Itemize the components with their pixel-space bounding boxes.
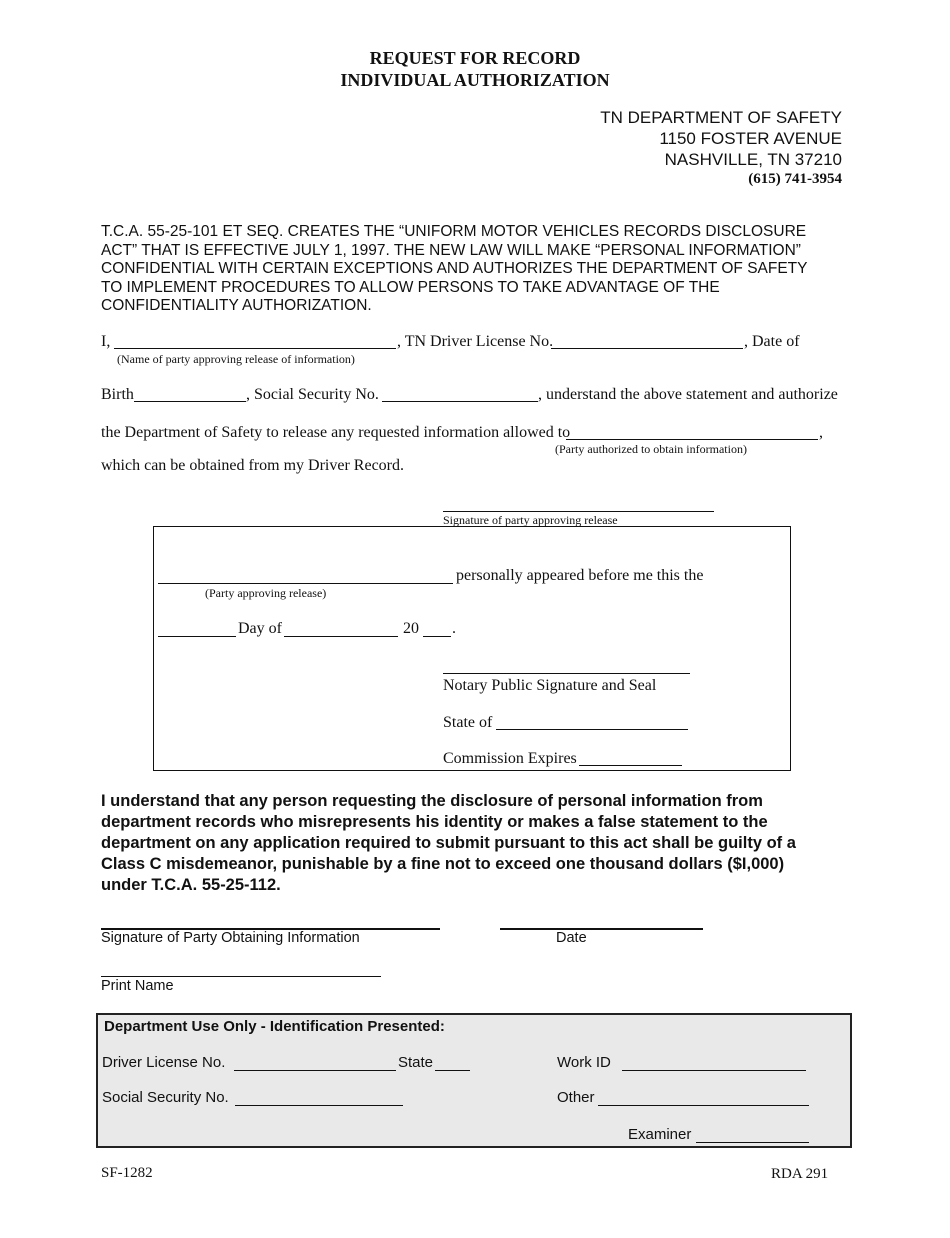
page-subtitle: INDIVIDUAL AUTHORIZATION xyxy=(340,70,610,90)
state-of-field[interactable] xyxy=(496,729,688,730)
warning-line: Class C misdemeanor, punishable by a fine not to exceed one thousand dollars ($I,000) xyxy=(101,855,785,873)
work-id-label: Work ID xyxy=(557,1054,611,1071)
phone-number: (615) 741-3954 xyxy=(748,171,842,187)
intro-line: TO IMPLEMENT PROCEDURES TO ALLOW PERSONS TO TAKE ADVANTAGE OF THE xyxy=(101,278,720,296)
date-label: Date xyxy=(556,930,587,946)
address-line2: 1150 FOSTER AVENUE xyxy=(659,129,842,148)
obtained-text: which can be obtained from my Driver Record. xyxy=(101,457,405,474)
notary-signature-field[interactable] xyxy=(443,673,690,674)
intro-line: T.C.A. 55-25-101 ET SEQ. CREATES THE “UNIFORM MOTOR VEHICLES RECORDS DISCLOSURE xyxy=(101,223,807,240)
address-line3: NASHVILLE, TN 37210 xyxy=(664,150,842,169)
intro-line: ACT” THAT IS EFFECTIVE JULY 1, 1997. THE NEW LAW WILL MAKE “PERSONAL INFORMATION” xyxy=(101,241,801,259)
warning-line: under T.C.A. 55-25-112. xyxy=(101,876,281,894)
driver-license-field[interactable] xyxy=(551,348,743,349)
dept-ssn-field[interactable] xyxy=(235,1105,403,1106)
state-of-label: State of xyxy=(443,714,493,731)
appeared-text: personally appeared before me this the xyxy=(456,567,704,584)
dept-dl-field[interactable] xyxy=(234,1070,396,1071)
understand-text: , understand the above statement and authorize xyxy=(538,386,838,403)
party-approving-field[interactable] xyxy=(158,583,453,584)
examiner-field[interactable] xyxy=(696,1142,809,1143)
release-text: the Department of Safety to release any requested information allowed to xyxy=(101,424,571,441)
approver-signature-field[interactable] xyxy=(443,511,714,512)
form-number: SF-1282 xyxy=(101,1165,153,1181)
intro-paragraph xyxy=(101,223,841,316)
signature-caption: Signature of party approving release xyxy=(443,513,618,527)
commission-label: Commission Expires xyxy=(443,750,577,767)
other-field[interactable] xyxy=(598,1105,809,1106)
birth-date-field[interactable] xyxy=(134,401,246,402)
ssn-field[interactable] xyxy=(382,401,538,402)
address-line1: TN DEPARTMENT OF SAFETY xyxy=(600,108,842,127)
name-field[interactable] xyxy=(114,348,396,349)
dl-label: , TN Driver License No. xyxy=(397,333,554,350)
commission-field[interactable] xyxy=(579,765,682,766)
warning-paragraph xyxy=(101,791,861,896)
authorized-party-field[interactable] xyxy=(566,439,818,440)
work-id-field[interactable] xyxy=(622,1070,806,1071)
department-use-box xyxy=(96,1013,852,1148)
dept-heading: Department Use Only - Identification Presented: xyxy=(104,1018,445,1035)
notary-party-caption: (Party approving release) xyxy=(205,586,327,600)
day-field[interactable] xyxy=(158,636,236,637)
day-label: Day of xyxy=(238,620,282,637)
dept-state-label: State xyxy=(398,1054,434,1071)
page-title: REQUEST FOR RECORD xyxy=(369,48,581,68)
warning-line: department records who misrepresents his identity or makes a false statement to the xyxy=(101,813,768,831)
party-caption: (Party authorized to obtain information) xyxy=(555,442,747,456)
date-field[interactable] xyxy=(500,928,703,930)
intro-line: CONFIDENTIAL WITH CERTAIN EXCEPTIONS AND AUTHORIZES THE DEPARTMENT OF SAFETY xyxy=(101,260,808,277)
dept-dl-label: Driver License No. xyxy=(102,1054,226,1071)
year-field[interactable] xyxy=(423,636,451,637)
period: . xyxy=(452,620,456,637)
name-caption: (Name of party approving release of information) xyxy=(117,352,355,366)
print-name-field[interactable] xyxy=(101,976,381,977)
ssn-label: , Social Security No. xyxy=(246,386,379,403)
other-label: Other xyxy=(557,1089,595,1106)
auth-i-label: I, xyxy=(101,333,111,350)
month-field[interactable] xyxy=(284,636,398,637)
intro-line: CONFIDENTIALITY AUTHORIZATION. xyxy=(101,297,372,314)
comma: , xyxy=(819,424,823,441)
examiner-label: Examiner xyxy=(628,1126,692,1143)
birth-label: Birth xyxy=(101,386,134,403)
notary-signature-label: Notary Public Signature and Seal xyxy=(443,677,657,694)
warning-line: I understand that any person requesting the disclosure of personal information from xyxy=(101,792,763,810)
print-name-label: Print Name xyxy=(101,978,174,994)
obtaining-signature-label: Signature of Party Obtaining Information xyxy=(101,930,360,946)
year-label: 20 xyxy=(403,620,419,637)
rda-number: RDA 291 xyxy=(771,1166,829,1182)
dept-state-field[interactable] xyxy=(435,1070,470,1071)
warning-line: department on any application required to submit pursuant to this act shall be guilty of a xyxy=(101,834,796,852)
notary-box xyxy=(153,526,791,771)
dob-label: , Date of xyxy=(744,333,800,350)
dept-ssn-label: Social Security No. xyxy=(102,1089,229,1106)
